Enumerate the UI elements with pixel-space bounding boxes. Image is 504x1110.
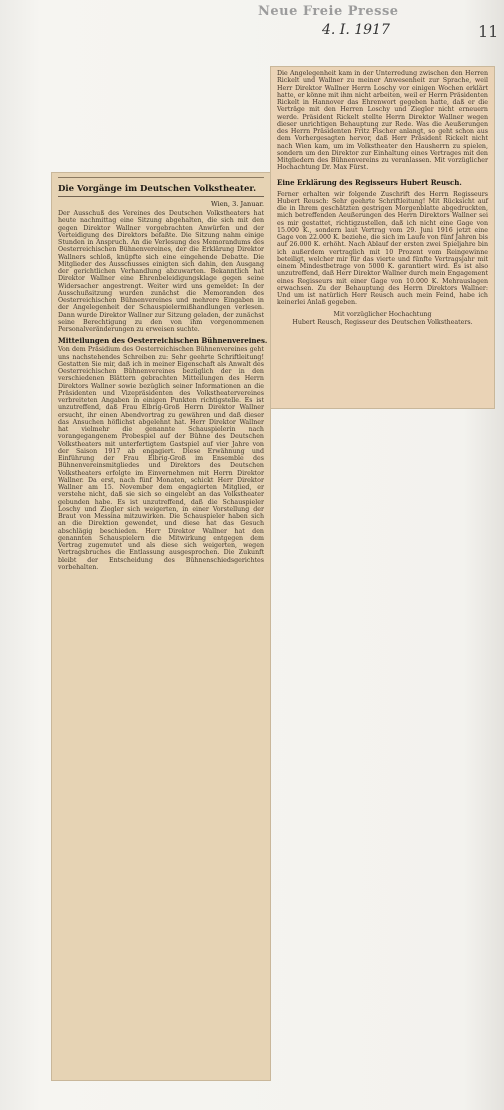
newspaper-name: Neue Freie Presse: [258, 4, 399, 19]
title-rule: [58, 196, 264, 197]
handwritten-date: 4. I. 1917: [322, 22, 390, 38]
top-rule: [58, 177, 264, 178]
clipping-right-body: Die Angelegenheit kam in der Unterredung zwischen den Herren Rickelt und Wallner zu meiner Anwesenheit zur Sprache, weil Herr Direktor Wallner Herrn Loschy vor einigen Wochen erklärt hatte, er könne mit ihm nicht arbeiten, weil er Herrn Präsidenten Rickelt in Hannover das Ehrenwort gegeben hatte, daß er die Verträge mit den Herren Loschy und Ziegler nicht erneuern werde. Präsident Rickelt stellte Herrn Direktor Wallner wegen dieser unrichtigen Behauptung zur Rede. Was die Aeußerungen des Herrn Präsidenten Fritz Fischer anlangt, so geht schon aus dem Vorhergesagten hervor, daß Herr Präsident Rickelt nicht nach Wien kam, um im Volkstheater den Hausherrn zu spielen, sondern um den Direktor zur Einhaltung eines Vertrages mit den Mitgliedern des Bühnenvereins zu veranlassen. Mit vorzüglicher Hochachtung Dr. Max Fürst.: [277, 70, 488, 172]
clipping-right-body-2: Ferner erhalten wir folgende Zuschrift des Herrn Regisseurs Hubert Reusch: Sehr geehrte Schriftleitung! Mit Rücksicht auf die in Ihrem geschätzten gestrigen Morgenblatte abgedruckten, mich betreffenden Aeußerungen des Herrn Direktors Wallner sei es mir gestattet, richtigzustellen, daß ich nicht eine Gage von 15.000 K., sondern laut Vertrag vom 29. Juni 1916 jetzt eine Gage von 22.000 K. beziehe, die sich im Laufe von fünf Jahren bis auf 26.000 K. erhöht. Nach Ablauf der ersten zwei Spieljahre bin ich außerdem vertraglich mit 10 Prozent vom Reingewinne beteiligt, welcher mir für das vierte und fünfte Vertragsjahr mit einem Mindestbetrage von 5000 K. garantiert wird. Es ist also unzutreffend, daß Herr Direktor Wallner durch mein Engagement eines Regisseurs mit einer Gage von 10.000 K. Mehrauslagen erwachsen. Zu der Behauptung des Herrn Direktors Wallner: Und um ist natürlich Herr Reusch auch mein Feind, habe ich keinerlei Anlaß gegeben.: [277, 190, 488, 307]
newspaper-clipping-right: [271, 67, 494, 408]
signature-line: Hubert Reusch, Regisseur des Deutschen Volkstheaters.: [292, 318, 473, 326]
article-body: Der Ausschuß des Vereines des Deutschen Volkstheaters hat heute nachmittag eine Sitzung abgehalten, die sich mit den gegen Direktor Wallner vorgebrachten Anwürfen und der Verteidigung des Direktors befaßte. Die Sitzung nahm einige Stunden in Anspruch. An die Verlesung des Memorandums des Oesterreichischen Bühnenvereines, der die Erklärung Direktor Wallners schloß, knüpfte sich eine eingehende Debatte. Die Mitglieder des Ausschusses einigten sich dahin, den Ausgang der gerichtlichen Verhandlung abzuwarten. Bekanntlich hat Direktor Wallner eine Ehrenbeleidigungsklage gegen seine Widersacher angestrengt. Weiter wird uns gemeldet: In der Ausschußsitzung wurden zunächst die Memoranden des Oesterreichischen Bühnenvereines und mehrere Eingaben in der Angelegenheit der Schauspielermißhandlungen verlesen. Dann wurde Direktor Wallner zur Sitzung geladen, der zunächst seine Berechtigung zu den von ihm vorgenommenen Personalveränderungen zu erweisen suchte.: [58, 210, 264, 333]
clipping-header: [258, 2, 498, 42]
article-dateline: Wien, 3. Januar.: [210, 200, 264, 208]
newspaper-clipping-left: [52, 173, 270, 1080]
article-title: Die Vorgänge im Deutschen Volkstheater.: [58, 184, 257, 194]
closing-line: Mit vorzüglicher Hochachtung: [333, 310, 432, 318]
article-subheading: Mitteilungen des Oesterreichischen Bühnenvereines.: [58, 336, 268, 346]
clipping-right-subheading: Eine Erklärung des Regisseurs Hubert Reusch.: [277, 177, 462, 187]
page-number: 11: [478, 22, 499, 41]
article-body-2: Von dem Präsidium des Oesterreichischen Bühnenvereines geht uns nachstehendes Schreiben zu: Sehr geehrte Schriftleitung! Gestatten Sie mir, daß ich in meiner Eigenschaft als Anwalt des Oesterreichischen Bühnenvereines bezüglich der in den verschiedenen Blättern gebrachten Mitteilungen des Herrn Direktors Wallner sowie bezüglich seiner Informationen an die Präsidenten und Vizepräsidenten des Volkstheatervereines verbreiteten Angaben in einigen Punkten richtigstelle. Es ist unzutreffend, daß Frau Elbrig-Groß Herrn Direktor Wallner ersucht, ihr einen Abendvortrag zu gewähren und daß dieser das Ansuchen höflichst abgelehnt hat. Herr Direktor Wallner hat vielmehr die genannte Schauspielerin nach vorangegangenem Probespiel auf der Bühne des Deutschen Volkstheaters mit unterfertigtem Gastspiel auf vier Jahre von der Saison 1917 ab engagiert. Diese Erwähnung und Einführung der Frau Elbrig-Groß im Ensemble des Bühnenvereinsmitgliedes und Direktors des Deutschen Volkstheaters erfolgte im Einvernehmen mit Herrn Direktor Wallner. Da erst, nach fünf Monaten, schickt Herr Direktor Wallner am 15. November dem engagierten Mitglied, er verstehe nicht, daß sie sich so eingelebt an das Volkstheater gebunden habe. Es ist unzutreffend, daß die Schauspieler Loschy und Ziegler sich weigerten, in einer Vorstellung der Braut von Messina mitzuwirken. Die Schauspieler haben sich an die Direktion gewendet, und diese hat das Gesuch abschlägig beschieden. Herr Direktor Wallner hat den genannten Schauspielern die Mitwirkung entgegen dem Vertrag zugemutet und als diese sich weigerten, wegen Vertragsbruches die Entlassung ausgesprochen. Die Zukunft bleibt der Entscheidung des Bühnenschiedsgerichtes vorbehalten.: [58, 346, 264, 571]
